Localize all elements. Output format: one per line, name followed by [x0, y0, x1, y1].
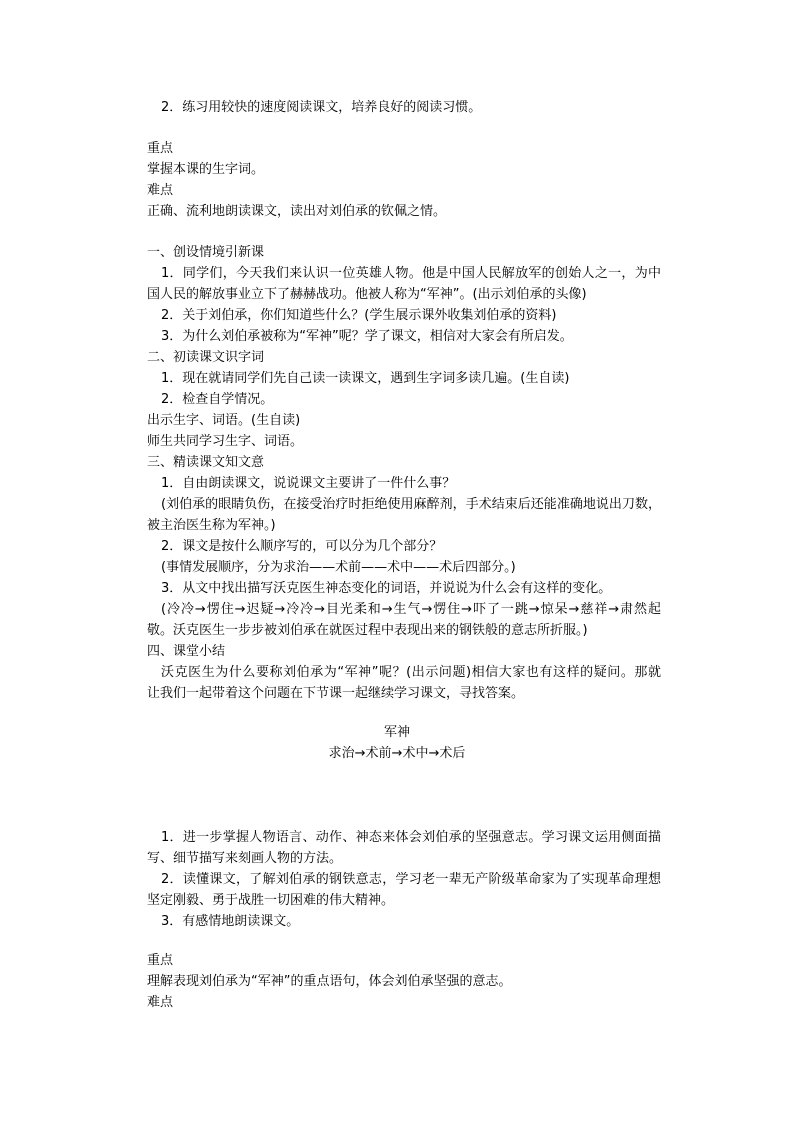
paragraph-line: (冷冷→愣住→迟疑→冷冷→目光柔和→生气→愣住→吓了一跳→惊呆→慈祥→肃然起: [161, 602, 661, 617]
paragraph-line: 师生共同学习生字、词语。: [147, 434, 304, 449]
paragraph-line: (事情发展顺序，分为求治——术前——术中——术后四部分。): [161, 560, 516, 575]
board-title: 军神: [383, 725, 410, 740]
paragraph-line: 敬。沃克医生一步步被刘伯承在就医过程中表现出来的钢铁般的意志所折服。): [147, 623, 588, 638]
difficulty-text: 正确、流利地朗读课文，读出对刘伯承的钦佩之情。: [147, 204, 447, 219]
section-heading-3: 三、精读课文知文意: [147, 455, 265, 470]
key-point-text-2: 理解表现刘伯承为“军神”的重点语句，体会刘伯承坚强的意志。: [147, 974, 512, 989]
paragraph-line: 1．同学们，今天我们来认识一位英雄人物。他是中国人民解放军的创始人之一，为中: [161, 266, 661, 281]
paragraph-line: 让我们一起带着这个问题在下节课一起继续学习课文，寻找答案。: [147, 686, 525, 701]
paragraph-line: 坚定刚毅、勇于战胜一切困难的伟大精神。: [147, 893, 395, 908]
paragraph-line: 2．检查自学情况。: [161, 392, 274, 407]
paragraph-line: 1．进一步掌握人物语言、动作、神态来体会刘伯承的坚强意志。学习课文运用侧面描: [161, 830, 661, 845]
paragraph-line: 3．为什么刘伯承被称为“军神”呢？学了课文，相信对大家会有所启发。: [161, 329, 573, 344]
paragraph-line: 被主治医生称为军神。): [147, 518, 276, 533]
paragraph-line: (刘伯承的眼睛负伤，在接受治疗时拒绝使用麻醉剂，手术结束后还能准确地说出刀数，: [161, 497, 661, 512]
objective-2: 2．练习用较快的速度阅读课文，培养良好的阅读习惯。: [161, 100, 482, 115]
key-point-heading-2: 重点: [147, 953, 174, 968]
section-heading-4: 四、课堂小结: [147, 644, 226, 659]
paragraph-line: 2．课文是按什么顺序写的，可以分为几个部分？: [161, 539, 443, 554]
difficulty-heading: 难点: [147, 183, 174, 198]
paragraph-line: 2．读懂课文，了解刘伯承的钢铁意志，学习老一辈无产阶级革命家为了实现革命理想: [161, 872, 661, 887]
paragraph-line: 写、细节描写来刻画人物的方法。: [147, 851, 343, 866]
key-point-text: 掌握本课的生字词。: [147, 162, 265, 177]
paragraph-line: 1．自由朗读课文，说说课文主要讲了一件什么事？: [161, 476, 456, 491]
paragraph-line: 1．现在就请同学们先自己读一读课文，遇到生字词多读几遍。(生自读): [161, 371, 570, 386]
board-sequence: 求治→术前→术中→术后: [328, 746, 466, 761]
paragraph-line: 2．关于刘伯承，你们知道些什么？(学生展示课外收集刘伯承的资料): [161, 308, 557, 323]
paragraph-line: 出示生字、词语。(生自读): [147, 413, 301, 428]
key-point-heading: 重点: [147, 141, 174, 156]
paragraph-line: 3．从文中找出描写沃克医生神态变化的词语，并说说为什么会有这样的变化。: [161, 581, 612, 596]
paragraph-line: 3．有感情地朗读课文。: [161, 914, 300, 929]
section-heading-1: 一、创设情境引新课: [147, 245, 265, 260]
section-heading-2: 二、初读课文识字词: [147, 350, 265, 365]
difficulty-heading-2: 难点: [147, 995, 174, 1010]
paragraph-line: 沃克医生为什么要称刘伯承为“军神”呢？(出示问题)相信大家也有这样的疑问。那就: [161, 665, 661, 680]
paragraph-line: 国人民的解放事业立下了赫赫战功。他被人称为“军神”。(出示刘伯承的头像): [147, 287, 587, 302]
